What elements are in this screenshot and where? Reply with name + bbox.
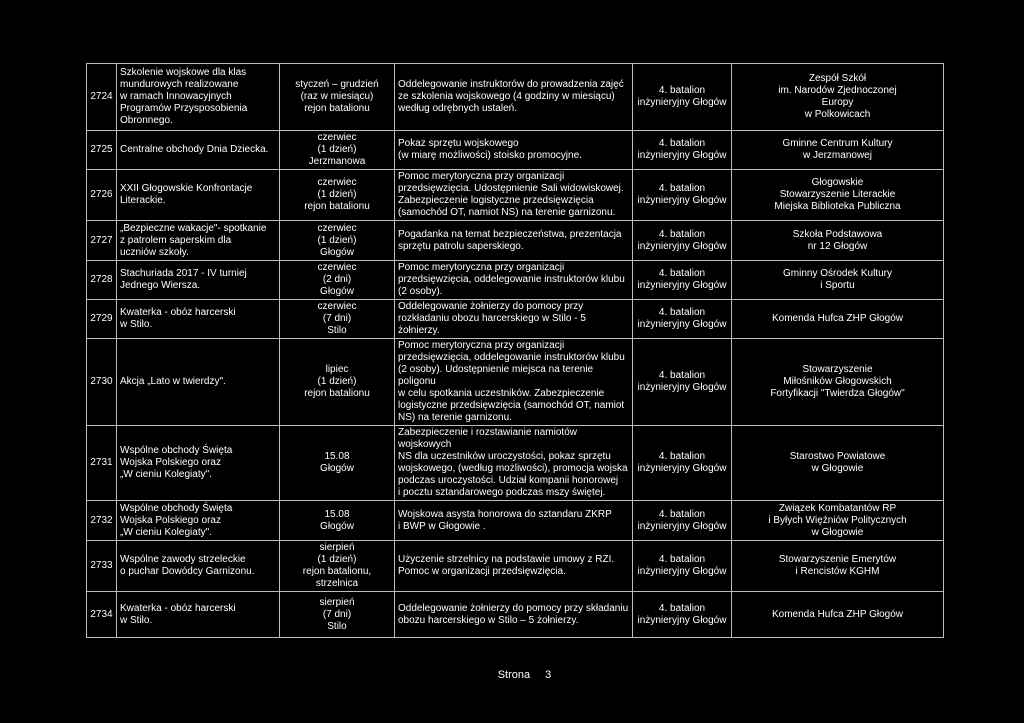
table-row: [87, 501, 944, 541]
event-date-place: czerwiec (2 dni) Głogów: [317, 262, 357, 297]
row-number-cell: [87, 592, 117, 638]
event-title-cell: [117, 170, 280, 221]
row-number: 2724: [90, 91, 113, 102]
event-description: Zabezpieczenie i rozstawianie namiotów wojskowych NS dla uczestników uroczystości, pokaz sprzętu wojskowego, (według możliwości), promocja wojska podczas uroczystości. Udział kompanii honorowej i pocztu sztandarowego podczas mszy świętej.: [398, 427, 628, 498]
event-date-place-cell: [280, 261, 395, 300]
event-description-cell: [395, 501, 633, 541]
row-number: 2734: [90, 608, 113, 620]
event-date-place: czerwiec (1 dzień) Głogów: [317, 222, 357, 258]
row-number: 2727: [90, 234, 113, 246]
row-number-cell: [87, 221, 117, 261]
activities-table: [86, 63, 944, 638]
partner-institution: Stowarzyszenie Emerytów i Rencistów KGHM: [778, 554, 897, 577]
responsible-unit: 4. batalion inżynieryjny Głogów: [637, 602, 727, 626]
table-row: [87, 64, 944, 131]
event-date-place: czerwiec (1 dzień) rejon batalionu: [304, 177, 370, 212]
row-number-cell: [87, 501, 117, 541]
event-title-cell: [117, 300, 280, 339]
activities-table-body: [87, 64, 944, 638]
partner-institution: Szkoła Podstawowa nr 12 Głogów: [792, 228, 883, 252]
event-title-cell: [117, 339, 280, 426]
event-title: Stachuriada 2017 - IV turniej Jednego Wiersza.: [120, 268, 247, 291]
responsible-unit-cell: [633, 131, 732, 170]
event-description: Oddelegowanie żołnierzy do pomocy przy składaniu obozu harcerskiego w Stilo – 5 żołnierzy.: [398, 602, 629, 626]
partner-institution-cell: [732, 131, 944, 170]
partner-institution: Starostwo Powiatowe w Głogowie: [789, 451, 886, 474]
table-row: [87, 426, 944, 501]
responsible-unit-cell: [633, 541, 732, 592]
partner-institution: Komenda Hufca ZHP Głogów: [772, 608, 903, 620]
page-footer: [0, 669, 1024, 681]
table-row: [87, 221, 944, 261]
event-title: Wspólne obchody Święta Wojska Polskiego oraz „W cieniu Kolegiaty".: [120, 502, 233, 538]
responsible-unit-cell: [633, 592, 732, 638]
table-row: [87, 170, 944, 221]
event-title-cell: [117, 541, 280, 592]
row-number: 2732: [90, 514, 113, 526]
event-title: Wspólne obchody Święta Wojska Polskiego oraz „W cieniu Kolegiaty".: [120, 445, 233, 480]
page-label: Strona: [497, 669, 531, 681]
responsible-unit: 4. batalion inżynieryjny Głogów: [637, 307, 727, 330]
responsible-unit-cell: [633, 426, 732, 501]
event-description-cell: [395, 221, 633, 261]
event-date-place: czerwiec (1 dzień) Jerzmanowa: [308, 132, 366, 167]
partner-institution-cell: [732, 592, 944, 638]
partner-institution: Komenda Hufca ZHP Głogów: [772, 313, 903, 324]
event-title: Szkolenie wojskowe dla klas mundurowych realizowane w ramach Innowacyjnych Programów Przysposobienia Obronnego.: [120, 67, 248, 126]
partner-institution: Stowarzyszenie Miłośników Głogowskich Fortyfikacji "Twierdza Głogów": [770, 364, 905, 399]
event-date-place-cell: [280, 131, 395, 170]
row-number: 2730: [90, 376, 113, 387]
event-description: Oddelegowanie żołnierzy do pomocy przy rozkładaniu obozu harcerskiego w Stilo - 5 żołnierzy.: [398, 301, 586, 336]
partner-institution-cell: [732, 501, 944, 541]
event-title-cell: [117, 131, 280, 170]
partner-institution-cell: [732, 339, 944, 426]
responsible-unit: 4. batalion inżynieryjny Głogów: [637, 370, 727, 393]
event-description: Pomoc merytoryczna przy organizacji przedsięwzięcia. Udostępnienie Sali widowiskowej. Zabezpieczenie logistyczne przedsięwzięcia (samochód OT, namiot NS) na terenie garnizonu.: [398, 171, 624, 218]
event-description: Wojskowa asysta honorowa do sztandaru ZKRP i BWP w Głogowie .: [398, 508, 612, 532]
event-date-place-cell: [280, 592, 395, 638]
event-description: Pogadanka na temat bezpieczeństwa, prezentacja sprzętu patrolu saperskiego.: [398, 228, 622, 252]
event-title: XXII Głogowskie Konfrontacje Literackie.: [120, 183, 253, 206]
table-row: [87, 339, 944, 426]
row-number-cell: [87, 261, 117, 300]
partner-institution-cell: [732, 541, 944, 592]
responsible-unit: 4. batalion inżynieryjny Głogów: [637, 228, 727, 252]
event-title-cell: [117, 221, 280, 261]
event-description-cell: [395, 339, 633, 426]
event-description: Pomoc merytoryczna przy organizacji przedsięwzięcia, oddelegowanie instruktorów klubu (2 osoby).: [398, 262, 625, 297]
row-number: 2728: [90, 274, 113, 285]
event-title-cell: [117, 261, 280, 300]
partner-institution: Związek Kombatantów RP i Byłych Więźniów Politycznych w Głogowie: [768, 502, 907, 538]
row-number-cell: [87, 64, 117, 131]
event-title: Kwaterka - obóz harcerski w Stilo.: [120, 602, 236, 626]
partner-institution: Zespół Szkół im. Narodów Zjednoczonej Europy w Polkowicach: [778, 73, 897, 120]
row-number-cell: [87, 339, 117, 426]
partner-institution: Gminne Centrum Kultury w Jerzmanowej: [782, 138, 893, 161]
responsible-unit-cell: [633, 501, 732, 541]
partner-institution-cell: [732, 300, 944, 339]
event-date-place: styczeń – grudzień (raz w miesiącu) rejon batalionu: [295, 79, 379, 114]
row-number: 2729: [90, 313, 113, 324]
event-description: Pokaz sprzętu wojskowego (w miarę możliwości) stoisko promocyjne.: [398, 138, 582, 161]
responsible-unit: 4. batalion inżynieryjny Głogów: [637, 268, 727, 291]
partner-institution: Głogowskie Stowarzyszenie Literackie Miejska Biblioteka Publiczna: [774, 177, 901, 212]
event-title: Wspólne zawody strzeleckie o puchar Dowódcy Garnizonu.: [120, 554, 255, 577]
event-description-cell: [395, 426, 633, 501]
partner-institution: Gminny Ośrodek Kultury i Sportu: [783, 268, 892, 291]
event-description-cell: [395, 592, 633, 638]
partner-institution-cell: [732, 426, 944, 501]
responsible-unit-cell: [633, 339, 732, 426]
table-row: [87, 300, 944, 339]
event-title-cell: [117, 64, 280, 131]
event-date-place-cell: [280, 64, 395, 131]
event-date-place-cell: [280, 221, 395, 261]
event-description-cell: [395, 170, 633, 221]
event-title: Akcja „Lato w twierdzy".: [120, 376, 226, 387]
partner-institution-cell: [732, 170, 944, 221]
event-date-place: 15.08 Głogów: [320, 451, 354, 474]
row-number-cell: [87, 300, 117, 339]
event-description: Pomoc merytoryczna przy organizacji przedsięwzięcia, oddelegowanie instruktorów klubu (2 osoby). Udostępnienie miejsca na terenie poligonu w celu spotkania uczestników. Zabezpieczenie logistyczne przedsięwzięcia (samochód OT, namiot NS) na terenie garnizonu.: [398, 340, 625, 423]
event-date-place-cell: [280, 170, 395, 221]
partner-institution-cell: [732, 221, 944, 261]
row-number: 2725: [90, 144, 113, 155]
event-description-cell: [395, 64, 633, 131]
event-date-place: lipiec (1 dzień) rejon batalionu: [304, 364, 370, 399]
responsible-unit: 4. batalion inżynieryjny Głogów: [637, 451, 727, 474]
event-date-place: sierpień (7 dni) Stilo: [319, 596, 355, 632]
event-title: „Bezpieczne wakacje"- spotkanie z patrolem saperskim dla uczniów szkoły.: [120, 222, 267, 258]
event-date-place-cell: [280, 541, 395, 592]
table-row: [87, 592, 944, 638]
row-number: 2733: [90, 560, 113, 571]
row-number-cell: [87, 170, 117, 221]
event-date-place: sierpień (1 dzień) rejon batalionu, strzelnica: [302, 542, 372, 589]
event-date-place: 15.08 Głogów: [320, 508, 354, 532]
responsible-unit-cell: [633, 221, 732, 261]
responsible-unit: 4. batalion inżynieryjny Głogów: [637, 85, 727, 108]
row-number: 2726: [90, 189, 113, 200]
partner-institution-cell: [732, 64, 944, 131]
event-title: Kwaterka - obóz harcerski w Stilo.: [120, 307, 236, 330]
responsible-unit: 4. batalion inżynieryjny Głogów: [637, 183, 727, 206]
row-number-cell: [87, 426, 117, 501]
partner-institution-cell: [732, 261, 944, 300]
table-row: [87, 131, 944, 170]
event-description-cell: [395, 131, 633, 170]
responsible-unit-cell: [633, 300, 732, 339]
page-number: 3: [545, 669, 552, 681]
responsible-unit-cell: [633, 64, 732, 131]
event-description-cell: [395, 261, 633, 300]
responsible-unit: 4. batalion inżynieryjny Głogów: [637, 508, 727, 532]
responsible-unit-cell: [633, 261, 732, 300]
responsible-unit: 4. batalion inżynieryjny Głogów: [637, 554, 727, 577]
table-row: [87, 261, 944, 300]
responsible-unit: 4. batalion inżynieryjny Głogów: [637, 138, 727, 161]
event-description-cell: [395, 300, 633, 339]
event-title: Centralne obchody Dnia Dziecka.: [120, 144, 269, 155]
event-description: Użyczenie strzelnicy na podstawie umowy z RZI. Pomoc w organizacji przedsięwzięcia.: [398, 554, 615, 577]
event-description-cell: [395, 541, 633, 592]
responsible-unit-cell: [633, 170, 732, 221]
event-title-cell: [117, 501, 280, 541]
event-date-place-cell: [280, 501, 395, 541]
row-number-cell: [87, 131, 117, 170]
event-date-place-cell: [280, 339, 395, 426]
row-number-cell: [87, 541, 117, 592]
table-row: [87, 541, 944, 592]
event-date-place-cell: [280, 426, 395, 501]
event-description: Oddelegowanie instruktorów do prowadzenia zajęć ze szkolenia wojskowego (4 godziny w miesiącu) według odrębnych ustaleń.: [398, 79, 624, 114]
event-date-place: czerwiec (7 dni) Stilo: [317, 301, 357, 336]
row-number: 2731: [90, 457, 113, 468]
event-title-cell: [117, 426, 280, 501]
event-date-place-cell: [280, 300, 395, 339]
event-title-cell: [117, 592, 280, 638]
